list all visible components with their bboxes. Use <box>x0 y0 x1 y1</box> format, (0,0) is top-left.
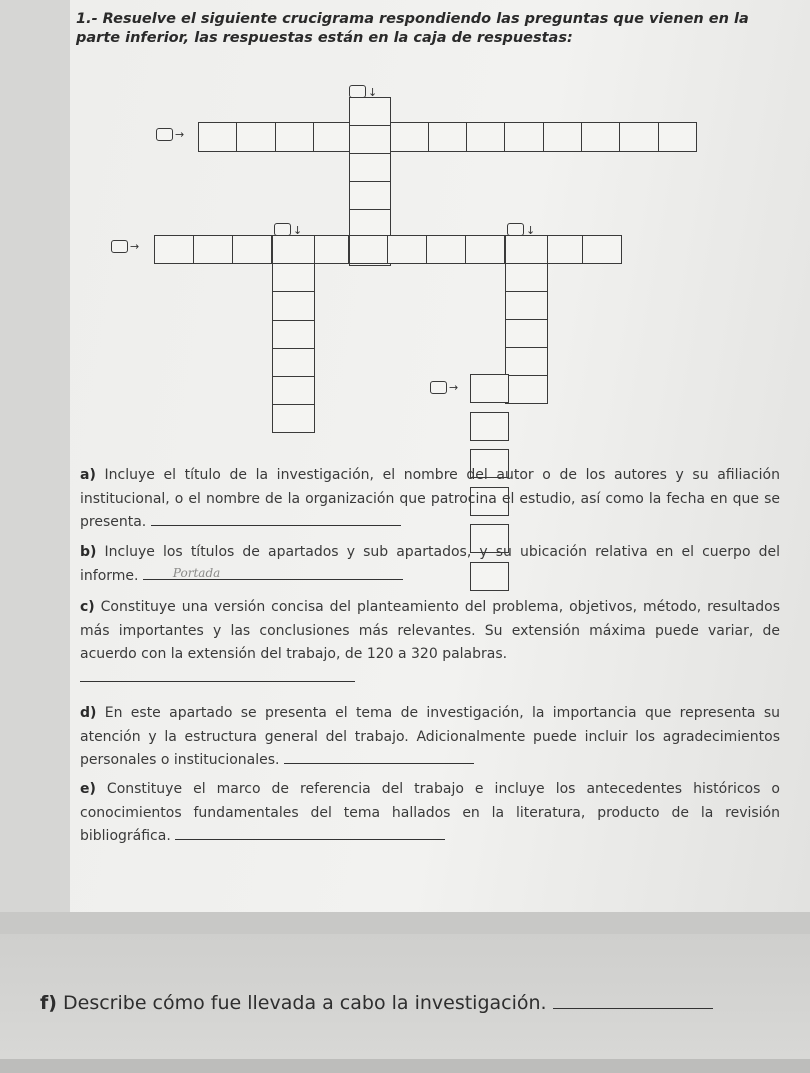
row1-cell[interactable] <box>428 122 467 152</box>
col1-cell[interactable] <box>349 97 391 126</box>
row3-cell[interactable] <box>470 374 509 403</box>
clue-f <box>40 992 810 1014</box>
answer-line-c[interactable] <box>80 671 355 682</box>
page-gap <box>0 912 810 934</box>
row2-cell[interactable] <box>193 235 233 264</box>
col1-cell[interactable] <box>349 125 391 154</box>
handwritten-answer-b: Portada <box>172 565 221 580</box>
word-across-1-number-box <box>156 128 173 141</box>
row1-cell[interactable] <box>466 122 505 152</box>
word-across-2-number-box <box>111 240 128 253</box>
row2-cell[interactable] <box>154 235 194 264</box>
row2-cell[interactable] <box>426 235 466 264</box>
row1-cell[interactable] <box>658 122 697 152</box>
row2-cell[interactable] <box>465 235 505 264</box>
clue-a-text: Incluye el título de la investigación, el nombre del autor o de los autores y su afiliación institucional, o el nombre de la organización que patrocina el estudio, así como la fecha en que se presenta. <box>80 467 780 530</box>
row2-cell[interactable] <box>387 235 427 264</box>
col2-cell[interactable] <box>272 404 315 433</box>
clue-b-letter: b) <box>80 544 97 560</box>
col3-cell[interactable] <box>505 375 548 404</box>
col2-cell[interactable] <box>272 348 315 377</box>
row1-cell[interactable] <box>198 122 237 152</box>
word-down-2-number-box <box>274 223 291 236</box>
row2-cell[interactable] <box>310 235 350 264</box>
row1-cell[interactable] <box>504 122 543 152</box>
clue-a-letter: a) <box>80 467 96 483</box>
col3-cell[interactable] <box>505 291 548 320</box>
answer-line-b[interactable] <box>143 565 403 580</box>
col2-cell[interactable] <box>272 320 315 349</box>
answer-line-e[interactable] <box>175 829 445 840</box>
row3-cell[interactable] <box>470 412 509 441</box>
answer-line-f[interactable] <box>553 996 713 1009</box>
col2-cell[interactable] <box>272 263 315 292</box>
clue-b-text: Incluye los títulos de apartados y sub apartados, y su ubicación relativa en el cuerpo del informe. <box>80 544 780 584</box>
clue-c <box>80 596 780 690</box>
col3-cell[interactable] <box>505 347 548 376</box>
row2-cell[interactable] <box>582 235 622 264</box>
row2-cell[interactable] <box>232 235 272 264</box>
answer-line-d[interactable] <box>284 753 474 764</box>
col3-cell[interactable] <box>505 319 548 348</box>
clue-d <box>80 702 780 773</box>
col2-cell[interactable] <box>272 376 315 405</box>
row1-cell[interactable] <box>275 122 314 152</box>
clue-b <box>80 541 780 588</box>
row1-cell[interactable] <box>619 122 658 152</box>
row1-cell[interactable] <box>313 122 352 152</box>
row2-cell[interactable] <box>543 235 583 264</box>
arrow-down-icon: ↓ <box>526 224 536 237</box>
clue-f-text: Describe cómo fue llevada a cabo la investigación. <box>63 992 547 1014</box>
col1-cell[interactable] <box>349 209 391 238</box>
row1-cell[interactable] <box>390 122 429 152</box>
clue-f-letter: f) <box>40 992 57 1014</box>
col2-cell[interactable] <box>272 291 315 320</box>
col1-cell[interactable] <box>349 153 391 182</box>
row1-cell[interactable] <box>236 122 275 152</box>
arrow-right-icon: → <box>175 128 185 141</box>
arrow-down-icon: ↓ <box>368 86 378 99</box>
arrow-down-icon: ↓ <box>293 224 303 237</box>
col3-cell[interactable] <box>505 235 548 264</box>
word-across-3-number-box <box>430 381 447 394</box>
col2-cell[interactable] <box>272 235 315 264</box>
answer-line-a[interactable] <box>151 515 401 526</box>
instruction-heading: 1.- Resuelve el siguiente crucigrama respondiendo las preguntas que vienen en la parte inferior, las respuestas están en la caja de respuestas: <box>76 11 749 46</box>
clue-d-text: En este apartado se presenta el tema de investigación, la importancia que representa su atención y la estructura general del trabajo. Adicionalmente puede incluir los agradecimientos personales o institucionales. <box>80 705 780 768</box>
arrow-right-icon: → <box>130 240 140 253</box>
col1-cell[interactable] <box>349 181 391 210</box>
row2-cell[interactable] <box>349 235 389 264</box>
clue-d-letter: d) <box>80 705 97 721</box>
clue-c-text: Constituye una versión concisa del planteamiento del problema, objetivos, método, resultados más importantes y las conclusiones más relevantes. Su extensión máxima puede variar, de acuerdo con la extensión del trabajo, de 120 a 320 palabras. <box>80 599 781 662</box>
row1-cell[interactable] <box>543 122 582 152</box>
clue-a <box>80 464 780 535</box>
clue-c-letter: c) <box>80 599 95 615</box>
word-down-1-number-box <box>349 85 366 98</box>
arrow-right-icon: → <box>449 381 459 394</box>
word-down-3-number-box <box>507 223 524 236</box>
clue-e-text: Constituye el marco de referencia del trabajo e incluye los antecedentes históricos o conocimientos fundamentales del tema hallados en la literatura, producto de la revisión bibliográfica. <box>80 781 780 844</box>
row1-cell[interactable] <box>581 122 620 152</box>
page-bottom-edge <box>0 1059 810 1073</box>
clue-e-letter: e) <box>80 781 96 797</box>
clue-e <box>80 778 780 849</box>
col3-cell[interactable] <box>505 263 548 292</box>
